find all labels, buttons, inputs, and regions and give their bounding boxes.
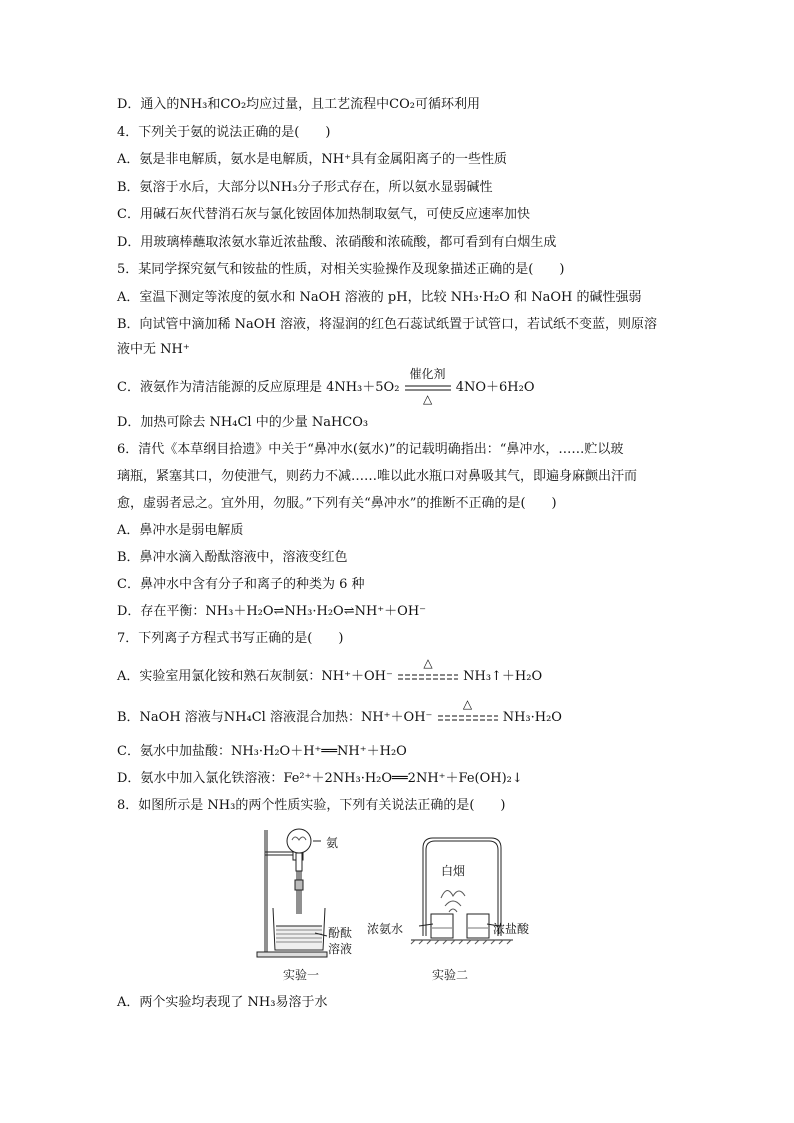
experiment-diagram (255, 828, 555, 988)
eq2-heat: △ (423, 656, 433, 670)
option-5d: D．加热可除去 NH₄Cl 中的少量 NaHCO₃ (117, 415, 369, 430)
eq1-suffix: 4NO＋6H₂O (455, 380, 535, 395)
question-6-line3: 愈，虚弱者忌之。宜外用，勿服。”下列有关“鼻冲水”的推断不正确的是( ) (117, 496, 557, 511)
option-8a: A．两个实验均表现了 NH₃易溶于水 (117, 995, 328, 1010)
experiment-figure (255, 828, 555, 988)
option-6b: B．鼻冲水滴入酚酞溶液中，溶液变红色 (117, 550, 348, 565)
option-5b-line1: B．向试管中滴加稀 NaOH 溶液，将湿润的红色石蕊试纸置于试管口，若试纸不变蓝，则原溶 (117, 317, 657, 332)
experiment-2-caption: 实验二 (432, 968, 469, 982)
eq3-prefix: B．NaOH 溶液与NH₄Cl 溶液混合加热：NH⁺＋OH⁻ (117, 710, 433, 725)
eq2-equals-sign (397, 673, 459, 681)
option-6d: D．存在平衡：NH₃＋H₂O⇌NH₃·H₂O⇌NH⁺＋OH⁻ (117, 604, 427, 619)
phenolphthalein-label-1: 酚酞 (328, 926, 353, 940)
eq2-prefix: A．实验室用氯化铵和熟石灰制氨：NH⁺＋OH⁻ (117, 669, 393, 684)
option-7c: C．氨水中加盐酸：NH₃·H₂O＋H⁺══NH⁺＋H₂O (117, 744, 407, 759)
eq1-prefix: C．液氨作为清洁能源的反应原理是 4NH₃＋5O₂ (117, 380, 400, 395)
option-5b-line2: 液中无 NH⁺ (117, 342, 190, 357)
option-4c: C．用碱石灰代替消石灰与氯化铵固体加热制取氨气，可使反应速率加快 (117, 207, 530, 222)
eq1-condition (404, 367, 452, 406)
eq3-condition (437, 697, 499, 727)
option-3d: D．通入的NH₃和CO₂均应过量，且工艺流程中CO₂可循环利用 (117, 97, 480, 112)
question-6-line2: 璃瓶，紧塞其口，勿使泄气，则药力不减……唯以此水瓶口对鼻吸其气，即遍身麻颤出汗而 (117, 469, 638, 484)
question-6-line1: 6．清代《本草纲目拾遗》中关于“鼻冲水(氨水)”的记载明确指出：“鼻冲水，……贮以玻 (117, 442, 624, 457)
eq3-equals-sign (437, 714, 499, 722)
eq3-heat: △ (462, 697, 473, 711)
option-7d: D．氨水中加入氯化铁溶液：Fe²⁺＋2NH₃·H₂O══2NH⁺＋Fe(OH)₂↓ (117, 771, 523, 786)
conc-ammonia-label: 浓氨水 (367, 922, 404, 936)
eq1-catalyst: 催化剂 (409, 367, 446, 381)
question-5: 5．某同学探究氨气和铵盐的性质，对相关实验操作及现象描述正确的是( ) (117, 262, 565, 277)
option-4b: B．氨溶于水后，大部分以NH₃分子形式存在，所以氨水显弱碱性 (117, 180, 493, 195)
eq2-condition (397, 656, 459, 686)
option-5a: A．室温下测定等浓度的氨水和 NaOH 溶液的 pH，比较 NH₃·H₂O 和 NaOH 的碱性强弱 (117, 290, 642, 305)
option-5c (117, 367, 734, 406)
option-6c: C．鼻冲水中含有分子和离子的种类为 6 种 (117, 577, 365, 592)
option-7a (117, 656, 734, 686)
round-flask (287, 829, 321, 914)
question-4: 4．下列关于氨的说法正确的是( ) (117, 125, 331, 140)
question-7: 7．下列离子方程式书写正确的是( ) (117, 631, 344, 646)
eq3-suffix: NH₃·H₂O (502, 710, 562, 725)
white-smoke-label: 白烟 (441, 864, 466, 878)
question-8: 8．如图所示是 NH₃的两个性质实验，下列有关说法正确的是( ) (117, 798, 506, 813)
ammonia-label: 氨 (326, 836, 339, 850)
option-7b (117, 697, 734, 727)
conc-hcl-label: 浓盐酸 (493, 922, 530, 936)
eq1-heat: △ (422, 392, 433, 406)
option-4d: D．用玻璃棒蘸取浓氨水靠近浓盐酸、浓硝酸和浓硫酸，都可看到有白烟生成 (117, 235, 557, 250)
option-6a: A．鼻冲水是弱电解质 (117, 523, 244, 538)
beaker-1 (273, 908, 327, 950)
experiment-1-caption: 实验一 (283, 968, 320, 982)
phenolphthalein-label-2: 溶液 (328, 942, 353, 956)
option-4a: A．氨是非电解质，氨水是电解质，NH⁺具有金属阳离子的一些性质 (117, 152, 507, 167)
eq2-suffix: NH₃↑＋H₂O (463, 669, 543, 684)
